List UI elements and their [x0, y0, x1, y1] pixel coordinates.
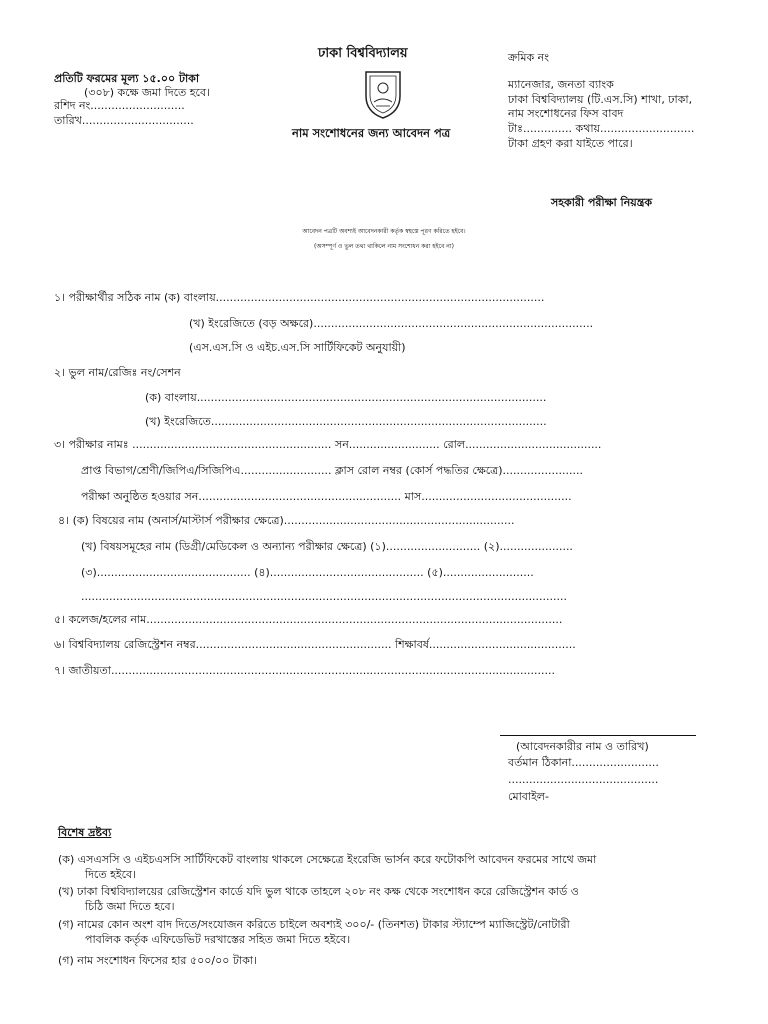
note-ga-line-1: (গ) নামের কোন অংশ বাদ দিতে/সংযোজন করিতে চাইলে অবশ্যই ৩০০/- (তিনশত) টাকার স্ট্যাম্পে ম্যাজিস্ট্রেট/নোটারী: [58, 918, 570, 931]
present-address-field[interactable]: বর্তমান ঠিকানা.........................: [508, 756, 659, 769]
university-name: ঢাকা বিশ্ববিদ্যালয়: [318, 46, 408, 61]
addressee: সহকারী পরীক্ষা নিয়ন্ত্রক: [551, 196, 653, 209]
note-ka-line-1: (ক) এসএসসি ও এইচএসসি সার্টিফিকেট বাংলায় থাকলে সেক্ষেত্রে ইংরেজি ভার্সন করে ফটোকপি আবেদন ফরমের সাথে জমা: [58, 853, 597, 866]
bank-branch: ঢাকা বিশ্ববিদ্যালয় (টি.এস.সি) শাখা, ঢাকা,: [508, 93, 693, 106]
field-3-division[interactable]: প্রাপ্ত বিভাগ/শ্রেণী/জিপিএ/সিজিপিএ.......................... ক্লাস রোল নম্বর (কোর্স পদ্ধতির ক্ষেত্রে).......................: [81, 464, 583, 477]
field-5-college[interactable]: ৫। কলেজ/হলের নাম.......................................................................................................................: [54, 613, 563, 626]
instruction-line-1: আবেদন পত্রটি অবশ্যই আবেদনকারী কর্তৃক স্বহস্তে পূরণ করিতে হইবে।: [302, 228, 466, 235]
field-4-subject[interactable]: ৪। (ক) বিষয়ের নাম (অনার্স/মাস্টার্স পরীক্ষার ক্ষেত্রে)..................................................................: [58, 514, 515, 527]
field-3-exam[interactable]: ৩। পরীক্ষার নামঃ ......................................................... সন.......................... রোল.......................................: [54, 438, 602, 451]
note-fee: (গ) নাম সংশোধন ফিসের হার ৫০০/০০ টাকা।: [58, 954, 257, 967]
university-seal-icon: [358, 68, 408, 120]
date-field[interactable]: তারিখ................................: [54, 114, 194, 127]
field-6-registration[interactable]: ৬। বিশ্ববিদ্যালয় রেজিস্ট্রেশন নম্বর........................................................ শিক্ষাবর্ষ..........................................: [54, 638, 576, 651]
field-1-name-bangla[interactable]: ১। পরীক্ষার্থীর সঠিক নাম (ক) বাংলায়..............................................................................................: [54, 291, 545, 304]
form-price: প্রতিটি ফরমের মূল্য ১৫.০০ টাকা: [54, 72, 200, 85]
field-4-subjects-extra[interactable]: ...........................................................................................................................................: [81, 590, 568, 603]
signature-line: [500, 735, 696, 736]
form-title: নাম সংশোধনের জন্য আবেদন পত্র: [292, 126, 451, 140]
field-7-nationality[interactable]: ৭। জাতীয়তা...............................................................................................................................: [54, 664, 556, 677]
signature-label: (আবেদনকারীর নাম ও তারিখ): [516, 740, 649, 753]
serial-number-label: ক্রমিক নং: [508, 51, 549, 64]
present-address-field-2[interactable]: ...........................................: [508, 773, 659, 786]
bank-fee-purpose: নাম সংশোধনের ফিস বাবদ: [508, 107, 624, 120]
instruction-line-2: (অসম্পূর্ণ ও ভুল তথ্য থাকিলে নাম সংশোধন করা হইবে না): [314, 243, 454, 250]
note-ga-line-2: পাবলিক কর্তৃক এফিডেভিট দরখাস্তের সহিত জমা দিতে হইবে।: [85, 933, 351, 946]
field-4-subjects-more[interactable]: (৩)............................................ (৪)............................................ (৫)..........................: [81, 566, 534, 579]
field-1-name-english[interactable]: (খ) ইংরেজিতে (বড় অক্ষরে)................................................................................: [189, 317, 594, 330]
field-2-english[interactable]: (খ) ইংরেজিতে................................................................................................: [145, 415, 547, 428]
field-2-label: ২। ভুল নাম/রেজিঃ নং/সেশন: [54, 366, 181, 379]
note-ka-line-2: দিতে হইবে।: [85, 868, 137, 881]
room-deposit-note: (৩০৮) কক্ষে জমা দিতে হবে।: [84, 86, 211, 99]
mobile-field[interactable]: মোবাইল-: [508, 790, 549, 803]
bank-amount-field[interactable]: টাঃ.............. কথায়...........................: [508, 122, 695, 135]
receipt-number-field[interactable]: রশিদ নং...........................: [54, 99, 185, 112]
field-4-subjects-list[interactable]: (খ) বিষয়সমূহের নাম (ডিগ্রী/মেডিকেল ও অন্যান্য পরীক্ষার ক্ষেত্রে) (১)........................... (২).....................: [81, 540, 573, 553]
note-kha-line-2: চিঠি জমা দিতে হবে।: [85, 900, 175, 913]
notes-title: বিশেষ দ্রষ্টব্য: [58, 826, 112, 839]
field-3-exam-year[interactable]: পরীক্ষা অনুষ্ঠিত হওয়ার সন.......................................................... মাস...........................................: [81, 490, 572, 503]
field-2-bangla[interactable]: (ক) বাংলায়....................................................................................................: [145, 391, 547, 404]
bank-accept: টাকা গ্রহণ করা যাইতে পারে।: [508, 137, 633, 150]
bank-manager: ম্যানেজার, জনতা ব্যাংক: [508, 78, 614, 91]
field-1-note: (এস.এস.সি ও এইচ.এস.সি সার্টিফিকেট অনুযায়ী): [189, 341, 406, 354]
note-kha-line-1: (খ) ঢাকা বিশ্ববিদ্যালয়ের রেজিস্ট্রেশন কার্ডে যদি ভুল থাকে তাহলে ২০৮ নং কক্ষ থেকে সংশোধন করে রেজিস্ট্রেশন কার্ড ও: [58, 885, 579, 898]
